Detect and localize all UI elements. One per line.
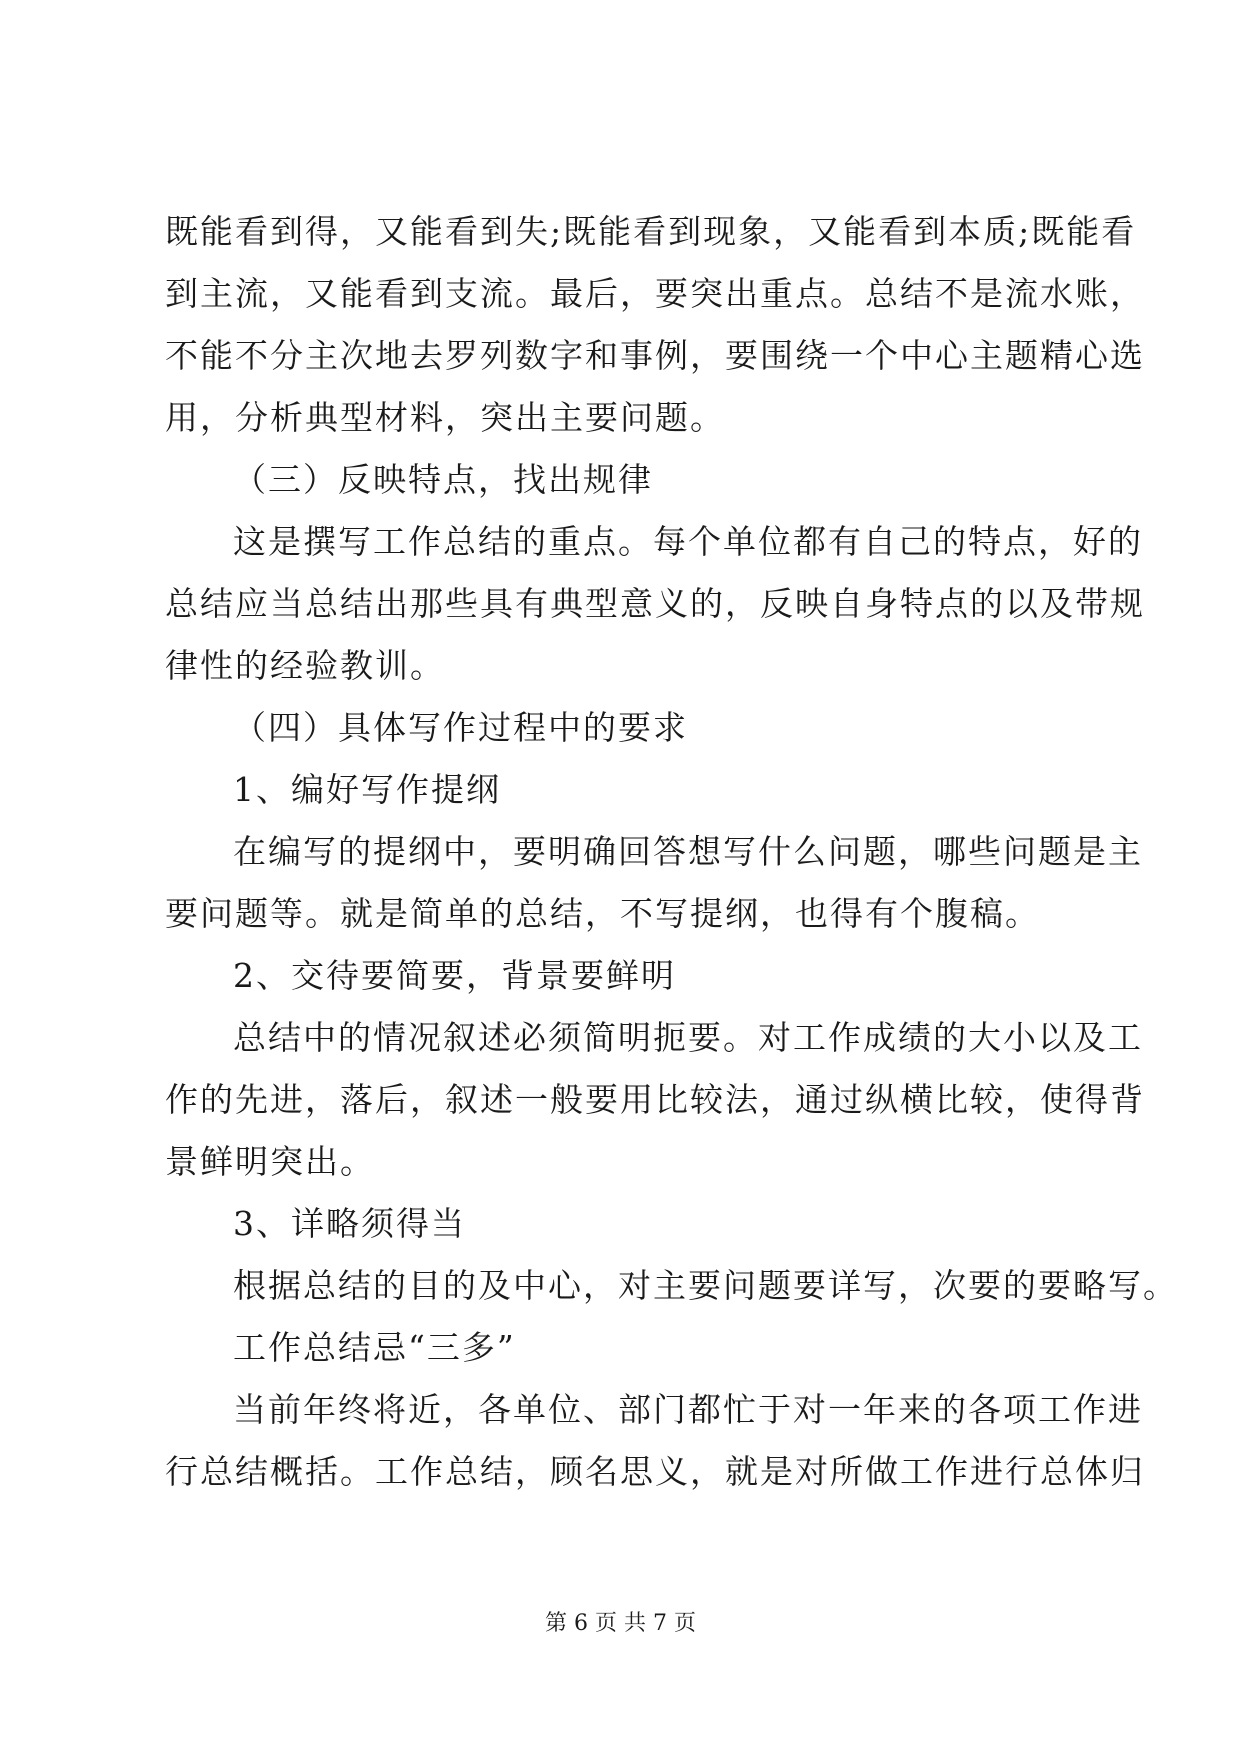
body-text-line: 要问题等。就是简单的总结，不写提纲，也得有个腹稿。: [165, 894, 1040, 933]
article-heading: 工作总结忌“三多”: [233, 1328, 516, 1367]
subsection-heading: 1、编好写作提纲: [233, 770, 501, 809]
paragraph-first-line: 总结中的情况叙述必须简明扼要。对工作成绩的大小以及工: [233, 1018, 1143, 1057]
body-text-line: 不能不分主次地去罗列数字和事例，要围绕一个中心主题精心选: [165, 336, 1145, 375]
paragraph-first-line: 当前年终将近，各单位、部门都忙于对一年来的各项工作进: [233, 1390, 1143, 1429]
paragraph-first-line: 根据总结的目的及中心，对主要问题要详写，次要的要略写。: [233, 1266, 1178, 1305]
page-number-footer: 第 6 页 共 7 页: [545, 1611, 696, 1636]
subsection-heading: 3、详略须得当: [233, 1204, 466, 1243]
body-text-line: 到主流，又能看到支流。最后，要突出重点。总结不是流水账，: [165, 274, 1145, 313]
body-text-line: 用，分析典型材料，突出主要问题。: [165, 398, 725, 437]
body-text-line: 景鲜明突出。: [165, 1142, 375, 1181]
document-body: [165, 201, 1178, 1503]
body-text-line: 律性的经验教训。: [165, 646, 445, 685]
section-heading: （三）反映特点，找出规律: [233, 460, 653, 499]
body-text-line: 总结应当总结出那些具有典型意义的，反映自身特点的以及带规: [165, 584, 1145, 623]
body-text-line: 作的先进，落后，叙述一般要用比较法，通过纵横比较，使得背: [165, 1080, 1145, 1119]
paragraph-first-line: 这是撰写工作总结的重点。每个单位都有自己的特点，好的: [233, 522, 1143, 561]
body-text-line: 行总结概括。工作总结，顾名思义，就是对所做工作进行总体归: [165, 1452, 1145, 1491]
subsection-heading: 2、交待要简要，背景要鲜明: [233, 956, 676, 995]
body-text-line: 既能看到得，又能看到失;既能看到现象，又能看到本质;既能看: [165, 212, 1137, 251]
section-heading: （四）具体写作过程中的要求: [233, 708, 688, 747]
paragraph-first-line: 在编写的提纲中，要明确回答想写什么问题，哪些问题是主: [233, 832, 1143, 871]
